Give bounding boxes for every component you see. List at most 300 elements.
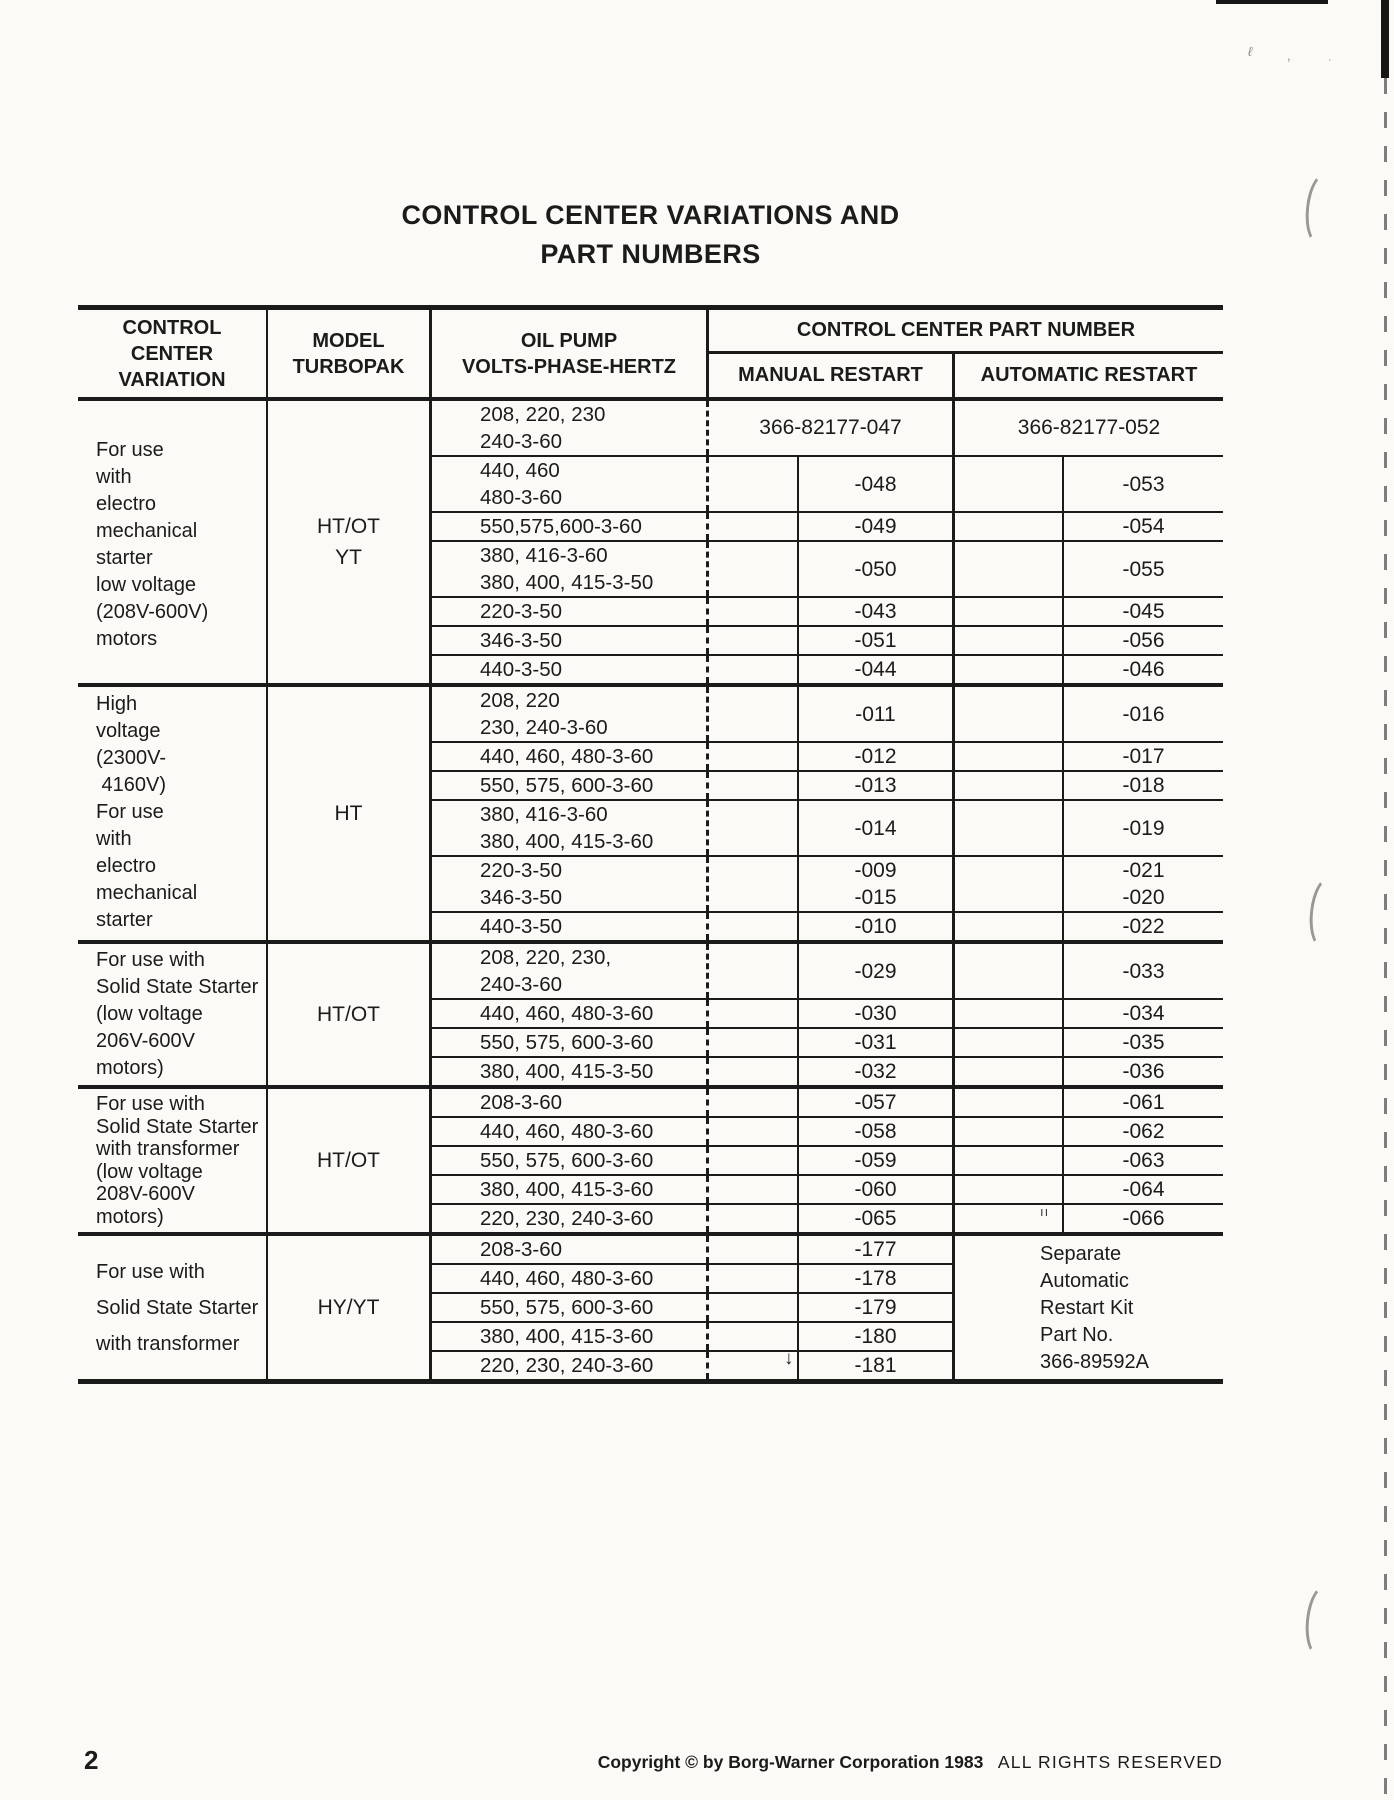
volts-cell [432,1323,709,1350]
variation-line: For use [96,439,164,461]
part-number-sub [797,1294,952,1321]
volts-value: 240-3-60 [480,973,563,996]
part-number-sub [797,1147,952,1174]
part-number-manual-cell [709,1147,955,1174]
part-number-automatic-cell [955,627,1223,654]
volts-cell [432,627,709,654]
part-number-manual: -029 [854,959,897,983]
table-section [78,683,1223,940]
volts-cell [432,1058,709,1085]
part-number-manual: 366-82177-047 [759,416,902,439]
part-number-automatic: -016 [1122,702,1165,726]
volts-value: 230, 240-3-60 [480,716,608,739]
part-number-manual-cell [709,1323,955,1350]
table-header-row [78,310,1223,401]
part-number-manual: -014 [854,816,897,840]
scan-arc-mark [1302,1582,1344,1659]
variation-line: For use with [96,1260,205,1283]
part-number-sub [1062,457,1223,511]
table-row [432,1236,955,1265]
volts-cell [432,743,709,770]
part-number-sub [797,857,952,911]
variation-line: 206V-600V [96,1030,195,1052]
part-number-sub [1062,857,1223,911]
volts-value: 380, 400, 415-3-50 [480,571,654,594]
table-row [432,627,1223,656]
volts-value: 550,575,600-3-60 [480,515,642,538]
part-number-automatic: -018 [1122,774,1165,797]
part-number-manual-cell [709,687,955,741]
volts-value: 240-3-60 [480,430,563,453]
part-number-sub [1062,913,1223,940]
scan-tick-mark: ıı [1040,1204,1050,1219]
table-row [432,656,1223,683]
part-number-manual: -044 [854,658,897,681]
variation-cell [78,1236,268,1379]
table-row [432,1352,955,1379]
table-row [432,1205,1223,1232]
variation-line: with transformer [96,1332,240,1355]
part-number-sub [797,1205,952,1232]
volts-value: 220, 230, 240-3-60 [480,1354,654,1377]
header-line: TURBOPAK [292,355,405,378]
part-number-sub [1062,1089,1223,1116]
part-number-table [78,305,1223,1384]
table-row [432,401,1223,457]
part-number-manual: -051 [854,629,897,652]
part-number-manual: -179 [854,1296,897,1319]
part-number-sub [797,457,952,511]
part-number-automatic: -045 [1122,600,1165,623]
copyright-text: Copyright © by Borg-Warner Corporation 1983 [597,1752,984,1772]
part-number-manual: -178 [854,1267,897,1290]
volts-value: 380, 400, 415-3-50 [480,1060,654,1083]
volts-value: 480-3-60 [480,486,563,509]
part-number-manual: -031 [854,1031,897,1054]
rights-text: ALL RIGHTS RESERVED [997,1752,1223,1772]
variation-line: Solid State Starter [96,1296,259,1319]
part-number-automatic: -020 [1122,886,1165,909]
part-number-manual-cell [709,1029,955,1056]
part-number-sub [1062,1058,1223,1085]
part-number-automatic: -019 [1122,816,1165,840]
table-row [432,801,1223,857]
part-number-manual: -043 [854,600,897,623]
part-number-sub [1062,1176,1223,1203]
model-cell [268,687,432,940]
scan-arc-mark [1306,874,1348,951]
variation-line: motors) [96,1057,164,1079]
part-number-automatic: -033 [1122,959,1165,983]
part-number-manual: -030 [854,1002,897,1025]
scan-edge-line [1384,78,1387,1800]
variation-line: Solid State Starter [96,1115,259,1138]
part-number-sub [1062,656,1223,683]
volts-value: 208, 220, 230 [480,403,606,426]
header-restart-subrow [709,354,1223,397]
section-rows [432,1089,1223,1232]
part-number-automatic: -046 [1122,658,1165,681]
part-number-automatic-cell [955,743,1223,770]
volts-cell [432,772,709,799]
header-model-turbopak [268,310,432,397]
variation-line: with [96,828,132,850]
part-number-sub [797,1236,952,1263]
volts-value: 380, 400, 415-3-60 [480,1178,654,1201]
table-row [432,743,1223,772]
page-title-line-1: CONTROL CENTER VARIATIONS AND [401,200,900,230]
part-number-automatic-cell [955,1205,1223,1232]
part-number-automatic-cell [955,687,1223,741]
part-number-automatic: -053 [1122,472,1165,496]
part-number-sub [1062,598,1223,625]
part-number-manual: -010 [854,915,897,938]
part-number-automatic: -063 [1122,1149,1165,1172]
part-number-manual: -060 [854,1178,897,1201]
part-number-automatic: -061 [1122,1091,1165,1114]
part-number-manual-cell [709,627,955,654]
variation-line: with transformer [96,1138,240,1160]
variation-line: Solid State Starter [96,976,259,998]
volts-cell [432,1205,709,1232]
variation-line: mechanical [96,882,198,904]
variation-cell [78,944,268,1085]
part-number-manual-cell [709,857,955,911]
volts-value: 440, 460, 480-3-60 [480,1002,654,1025]
header-control-center-part-number: CONTROL CENTER PART NUMBER [709,310,1223,354]
volts-cell [432,1176,709,1203]
table-row [432,1265,955,1294]
footer-spacer [983,1752,998,1772]
part-number-manual: -059 [854,1149,897,1172]
volts-cell [432,401,709,455]
volts-value: 208, 220, 230, [480,946,612,969]
part-number-manual-cell [709,1265,955,1292]
part-number-automatic: -064 [1122,1178,1165,1201]
table-section [78,401,1223,683]
scan-speck: , [1287,48,1291,63]
part-number-sub [797,944,952,998]
volts-value: 440-3-50 [480,915,563,938]
variation-cell [78,1089,268,1232]
part-number-sub [1062,772,1223,799]
part-number-manual-cell [709,772,955,799]
part-number-automatic: -034 [1122,1002,1165,1025]
volts-value: 550, 575, 600-3-60 [480,774,654,797]
part-number-automatic-cell [955,598,1223,625]
part-number-manual: -015 [854,886,897,909]
table-section [78,940,1223,1085]
variation-line: starter [96,547,153,569]
part-number-automatic-cell [955,772,1223,799]
part-number-sub [797,1352,952,1379]
header-automatic-restart: AUTOMATIC RESTART [980,364,1198,386]
section-rows [432,401,1223,683]
scan-top-rule [1216,0,1328,4]
part-number-manual-cell [709,1352,955,1379]
volts-cell [432,801,709,855]
volts-value: 208-3-60 [480,1238,563,1261]
volts-cell [432,1265,709,1292]
volts-cell [432,857,709,911]
volts-value: 208, 220 [480,689,560,712]
table-section [78,1232,1223,1379]
variation-line: 208V-600V [96,1183,195,1205]
variation-line: low voltage [96,574,197,596]
part-number-manual-cell [709,1205,955,1232]
part-number-manual-cell [709,513,955,540]
volts-value: 440, 460 [480,459,560,482]
part-number-automatic-cell [955,1118,1223,1145]
restart-kit-line: Automatic [1040,1270,1129,1292]
part-number-manual: -181 [854,1354,897,1377]
model-label: HT/OT [317,515,380,538]
part-number-manual-cell [709,1118,955,1145]
table-row [432,1323,955,1352]
table-row [432,1147,1223,1176]
volts-value: 550, 575, 600-3-60 [480,1031,654,1054]
part-number-sub [1062,687,1223,741]
variation-line: (low voltage [96,1003,203,1025]
table-row [432,913,1223,940]
table-row [432,1000,1223,1029]
part-number-sub [1062,1205,1223,1232]
part-number-sub [797,1118,952,1145]
part-number-sub [797,1265,952,1292]
part-number-sub [797,801,952,855]
part-number-automatic-cell [955,1058,1223,1085]
volts-cell [432,513,709,540]
part-number-automatic-cell [955,401,1223,455]
header-control-center-variation [78,310,268,397]
header-line: MODEL [312,329,385,352]
scan-speck: · [1328,54,1332,66]
part-number-automatic: -017 [1122,745,1165,768]
part-number-manual-cell [709,457,955,511]
header-part-number-group [709,310,1223,397]
volts-cell [432,1029,709,1056]
variation-line: motors [96,628,158,650]
table-section [78,1085,1223,1232]
header-line: CONTROL [122,316,222,339]
part-number-automatic-cell [955,1176,1223,1203]
part-number-automatic-cell [955,513,1223,540]
table-row [432,1176,1223,1205]
variation-line: High [96,693,138,715]
part-number-automatic-cell [955,1089,1223,1116]
part-number-manual-cell [709,913,955,940]
part-number-manual-cell [709,401,955,455]
variation-line: 4160V) [96,774,167,796]
restart-kit-line: Restart Kit [1040,1297,1134,1319]
scan-arrow-mark: ↓ [784,1348,794,1369]
part-number-automatic-cell [955,913,1223,940]
volts-cell [432,457,709,511]
volts-value: 380, 416-3-60 [480,803,608,826]
part-number-automatic: -036 [1122,1060,1165,1083]
part-number-sub [797,1089,952,1116]
part-number-sub [1062,1118,1223,1145]
volts-cell [432,542,709,596]
variation-cell [78,687,268,940]
part-number-automatic-cell [955,857,1223,911]
part-number-manual: -032 [854,1060,897,1083]
part-number-manual: -048 [854,472,897,496]
volts-cell [432,913,709,940]
part-number-sub [797,1058,952,1085]
volts-cell [432,687,709,741]
part-number-manual-cell [709,801,955,855]
volts-value: 550, 575, 600-3-60 [480,1296,654,1319]
part-number-sub [1062,1029,1223,1056]
section-rows [432,944,1223,1085]
part-number-manual-cell [709,1176,955,1203]
header-line: VARIATION [118,368,226,391]
volts-cell [432,1236,709,1263]
part-number-manual: -012 [854,745,897,768]
table-row [432,1118,1223,1147]
part-number-sub [797,1323,952,1350]
header-manual-restart: MANUAL RESTART [709,354,955,397]
part-number-manual-cell [709,1058,955,1085]
header-line: OIL PUMP [520,329,618,352]
part-number-sub [1062,801,1223,855]
part-number-automatic: -055 [1122,557,1165,581]
model-cell [268,401,432,683]
model-cell [268,1089,432,1232]
model-label: HT/OT [317,1149,380,1172]
table-row [432,457,1223,513]
part-number-manual-cell [709,598,955,625]
footer-copyright [598,1752,1223,1773]
table-row [432,1058,1223,1085]
variation-line: with [96,466,132,488]
part-number-automatic-cell [955,542,1223,596]
scan-edge-bar [1381,0,1389,78]
part-number-automatic: -054 [1122,515,1165,538]
variation-cell [78,401,268,683]
table-body [78,401,1223,1379]
part-number-sub [797,772,952,799]
part-number-sub [1062,542,1223,596]
part-number-automatic-cell [955,801,1223,855]
part-number-automatic-cell [955,1000,1223,1027]
variation-line: (low voltage [96,1160,203,1183]
volts-cell [432,1089,709,1116]
part-number-manual-cell [709,1000,955,1027]
part-number-manual: -013 [854,774,897,797]
volts-value: 346-3-50 [480,886,563,909]
part-number-sub [1062,944,1223,998]
volts-cell [432,656,709,683]
part-number-manual: -065 [854,1207,897,1230]
table-row [432,772,1223,801]
scan-arc-mark [1302,170,1344,247]
part-number-manual: -057 [854,1091,897,1114]
part-number-sub [1062,1000,1223,1027]
variation-line: For use [96,801,164,823]
volts-value: 440-3-50 [480,658,563,681]
variation-line: starter [96,909,153,931]
part-number-automatic: -056 [1122,629,1165,652]
part-number-automatic: 366-82177-052 [1017,416,1161,439]
part-number-sub [1062,1147,1223,1174]
part-number-manual-cell [709,1294,955,1321]
volts-value: 440, 460, 480-3-60 [480,1267,654,1290]
part-number-automatic: -062 [1122,1120,1165,1143]
restart-kit-line: 366-89592A [1040,1351,1149,1373]
model-label: YT [335,546,362,569]
part-number-sub [797,598,952,625]
volts-cell [432,944,709,998]
restart-kit-line: Separate [1040,1243,1122,1265]
part-number-manual-cell [709,542,955,596]
part-number-manual: -050 [854,557,897,581]
header-line: VOLTS-PHASE-HERTZ [461,355,677,378]
part-number-sub [797,687,952,741]
variation-line: electro [96,855,157,877]
table-row [432,513,1223,542]
model-label: HT/OT [317,1003,380,1026]
volts-value: 220, 230, 240-3-60 [480,1207,654,1230]
volts-value: 220-3-50 [480,600,563,623]
volts-value: 440, 460, 480-3-60 [480,745,654,768]
volts-cell [432,1352,709,1379]
part-number-sub [797,743,952,770]
page-title-line-2: PART NUMBERS [540,239,761,269]
volts-cell [432,1118,709,1145]
part-number-sub [1062,513,1223,540]
restart-kit-line: Part No. [1040,1324,1114,1346]
part-number-manual-cell [709,944,955,998]
variation-line: (208V-600V) [96,601,209,623]
part-number-sub [1062,627,1223,654]
volts-value: 380, 416-3-60 [480,544,608,567]
variation-line: motors) [96,1205,164,1228]
volts-value: 208-3-60 [480,1091,563,1114]
part-number-sub [797,913,952,940]
part-number-sub [797,1029,952,1056]
part-number-automatic: -022 [1122,915,1165,938]
part-number-sub [797,656,952,683]
volts-cell [432,1000,709,1027]
page-number: 2 [84,1745,99,1775]
variation-line: voltage [96,720,161,742]
variation-line: electro [96,493,157,515]
part-number-automatic: -066 [1122,1207,1165,1230]
volts-value: 380, 400, 415-3-60 [480,1325,654,1348]
table-row [432,1029,1223,1058]
part-number-automatic: -035 [1122,1031,1165,1054]
part-number-sub [797,1000,952,1027]
scan-speck: ℓ [1248,44,1253,59]
variation-line: For use with [96,949,205,971]
table-row [432,857,1223,913]
part-number-automatic-cell [955,457,1223,511]
part-number-automatic-cell [955,656,1223,683]
table-row [432,687,1223,743]
part-number-manual: -058 [854,1120,897,1143]
volts-value: 380, 400, 415-3-60 [480,830,654,853]
section-rows [432,687,1223,940]
part-number-sub [797,627,952,654]
volts-cell [432,1294,709,1321]
part-number-manual-cell [709,1236,955,1263]
part-number-sub [797,513,952,540]
part-number-sub [1062,743,1223,770]
page-title [78,196,1223,274]
part-number-manual-cell [709,1089,955,1116]
